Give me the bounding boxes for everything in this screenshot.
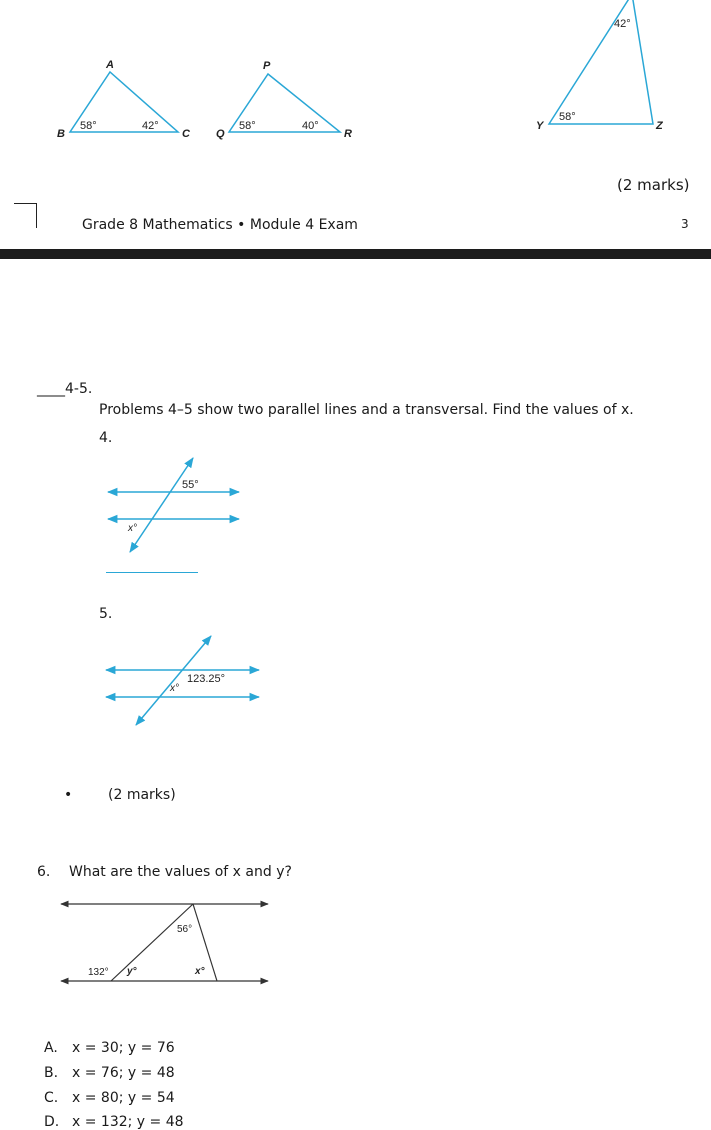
page-number: 3	[681, 217, 689, 231]
triangle-figures	[0, 0, 711, 150]
bullet: •	[64, 787, 73, 803]
choice-a-letter: A.	[44, 1040, 58, 1056]
vertex-p-label: P	[263, 60, 271, 72]
choice-a-text: x = 30; y = 76	[72, 1040, 175, 1056]
problem-4-given-angle: 55°	[182, 479, 199, 491]
angle-b-value: 58°	[80, 120, 97, 132]
angle-y-value: 58°	[559, 111, 576, 123]
triangle-xyz	[536, 0, 664, 132]
problem-4-label: 4.	[99, 430, 113, 446]
choice-c[interactable]	[44, 1090, 175, 1106]
choice-b[interactable]	[44, 1065, 175, 1081]
question-4-5-prompt: Problems 4–5 show two parallel lines and a transversal. Find the values of x.	[99, 402, 634, 418]
triangle-abc	[57, 59, 191, 140]
vertex-c-label: C	[182, 128, 190, 140]
question-4-5-marks: (2 marks)	[108, 787, 176, 803]
question-6-prompt: What are the values of x and y?	[69, 864, 292, 880]
problem-5-label: 5.	[99, 606, 113, 622]
choice-d-text: x = 132; y = 48	[72, 1114, 184, 1130]
problem-4-figure	[100, 452, 245, 562]
vertex-a-label: A	[106, 59, 114, 71]
angle-top-value: 42°	[614, 18, 631, 30]
top-marks: (2 marks)	[617, 176, 690, 194]
choice-d[interactable]	[44, 1114, 184, 1130]
triangle-pqr	[216, 60, 352, 140]
question-4-5-number: ____4-5.	[37, 381, 93, 397]
vertex-q-label: Q	[216, 128, 225, 140]
vertex-b-label: B	[57, 128, 65, 140]
choice-d-letter: D.	[44, 1114, 60, 1130]
choice-a[interactable]	[44, 1040, 175, 1056]
vertex-z-label: Z	[656, 120, 663, 132]
angle-r-value: 40°	[302, 120, 319, 132]
corner-crop-mark	[14, 203, 37, 228]
question-6-angle-top: 56°	[177, 924, 193, 935]
vertex-r-label: R	[344, 128, 352, 140]
angle-c-value: 42°	[142, 120, 159, 132]
problem-4-answer-line[interactable]	[106, 572, 198, 573]
question-6-number: 6.	[37, 864, 51, 880]
problem-5-given-angle: 123.25°	[187, 673, 226, 685]
choice-c-text: x = 80; y = 54	[72, 1090, 175, 1106]
angle-q-value: 58°	[239, 120, 256, 132]
problem-5-figure	[100, 630, 265, 730]
choice-b-text: x = 76; y = 48	[72, 1065, 175, 1081]
problem-4-unknown-angle: x°	[128, 523, 137, 534]
question-6-angle-y: y°	[127, 966, 137, 977]
question-6-angle-x: x°	[195, 966, 205, 977]
choice-b-letter: B.	[44, 1065, 59, 1081]
question-6-angle-exterior: 132°	[88, 967, 109, 978]
question-6-figure	[55, 895, 275, 990]
choice-c-letter: C.	[44, 1090, 59, 1106]
footer-title: Grade 8 Mathematics • Module 4 Exam	[82, 217, 358, 233]
page-break-band	[0, 249, 711, 259]
vertex-y-label: Y	[536, 120, 544, 132]
problem-5-unknown-angle: x°	[170, 683, 179, 694]
